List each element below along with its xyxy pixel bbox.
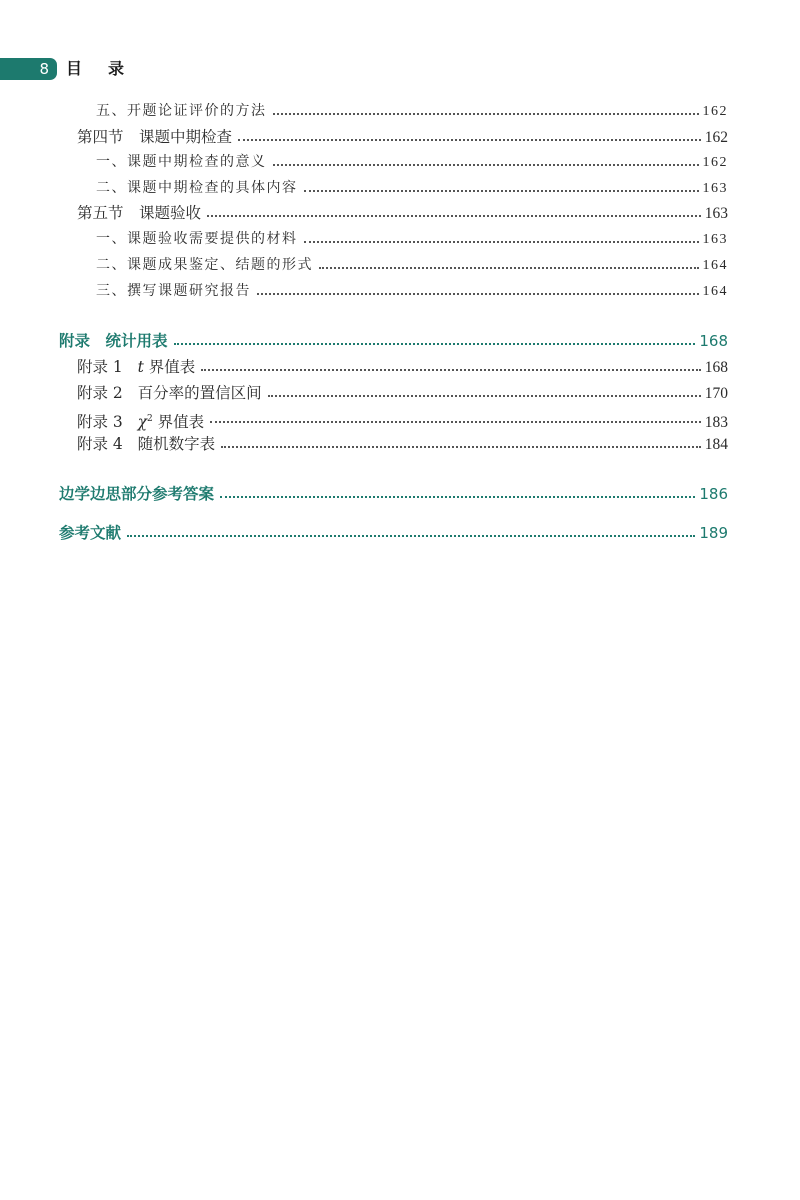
math-superscript: 2 bbox=[146, 414, 153, 424]
dot-leader bbox=[174, 342, 696, 345]
toc-entry-title bbox=[77, 408, 210, 433]
toc-entry-title: 边学边思部分参考答案 bbox=[59, 485, 215, 503]
toc-entry[interactable] bbox=[96, 228, 728, 250]
dot-leader bbox=[257, 292, 699, 295]
dot-leader bbox=[273, 112, 699, 115]
toc-entry-page: 164 bbox=[702, 284, 728, 299]
dot-leader bbox=[220, 495, 695, 498]
toc-entry[interactable] bbox=[96, 254, 728, 276]
toc-entry-title: 二、课题中期检查的具体内容 bbox=[96, 180, 298, 196]
dot-leader bbox=[210, 420, 701, 423]
appendix-title: 界值表 bbox=[148, 358, 196, 376]
toc-entry[interactable] bbox=[96, 151, 728, 173]
toc-entry[interactable] bbox=[77, 382, 728, 404]
toc-entry-page: 186 bbox=[699, 485, 728, 503]
dot-leader bbox=[304, 240, 699, 243]
dot-leader bbox=[221, 445, 701, 448]
dot-leader bbox=[273, 163, 699, 166]
page-number-tab: 8 bbox=[0, 58, 57, 80]
math-variable: χ bbox=[137, 413, 147, 432]
appendix-title: 百分率的置信区间 bbox=[137, 384, 262, 402]
toc-entry[interactable] bbox=[77, 408, 728, 430]
toc-entry[interactable] bbox=[77, 433, 728, 455]
toc-entry-title: 三、撰写课题研究报告 bbox=[96, 283, 251, 299]
toc-entry-title bbox=[77, 356, 201, 378]
toc-entry[interactable] bbox=[96, 100, 728, 122]
dot-leader bbox=[207, 214, 701, 217]
toc-entry-page: 162 bbox=[704, 129, 728, 146]
toc-entry-page: 162 bbox=[702, 155, 728, 170]
toc-entry-title bbox=[77, 382, 268, 404]
toc-entry-page: 162 bbox=[702, 104, 728, 119]
header-title: 目录 bbox=[66, 59, 151, 78]
appendix-label: 附录 2 bbox=[77, 384, 123, 402]
toc-entry-page: 163 bbox=[702, 181, 728, 196]
toc-entry-title: 五、开题论证评价的方法 bbox=[96, 103, 267, 119]
dot-leader bbox=[268, 394, 701, 397]
toc-entry[interactable] bbox=[96, 280, 728, 302]
toc-entry-title: 第四节 课题中期检查 bbox=[77, 128, 233, 146]
toc-entry-page: 163 bbox=[704, 205, 728, 222]
toc-entry[interactable] bbox=[77, 202, 728, 224]
running-header bbox=[0, 58, 300, 82]
toc-chapter-entry[interactable] bbox=[59, 483, 728, 505]
toc-entry-title: 一、课题中期检查的意义 bbox=[96, 154, 267, 170]
toc-entry-title: 附录 统计用表 bbox=[59, 332, 168, 350]
math-variable: t bbox=[137, 358, 144, 376]
appendix-title: 界值表 bbox=[157, 413, 205, 432]
toc-entry-title: 一、课题验收需要提供的材料 bbox=[96, 231, 298, 247]
toc-entry[interactable] bbox=[77, 356, 728, 378]
toc-entry[interactable] bbox=[96, 177, 728, 199]
appendix-title: 随机数字表 bbox=[137, 435, 216, 453]
toc-entry-title: 第五节 课题验收 bbox=[77, 204, 202, 222]
toc-entry-page: 183 bbox=[704, 414, 728, 432]
toc-entry-page: 189 bbox=[699, 524, 728, 542]
toc-entry-page: 170 bbox=[704, 385, 728, 402]
toc-entry-page: 168 bbox=[704, 359, 728, 376]
dot-leader bbox=[319, 266, 699, 269]
appendix-label: 附录 1 bbox=[77, 358, 123, 376]
appendix-label: 附录 4 bbox=[77, 435, 123, 453]
toc-entry-title: 二、课题成果鉴定、结题的形式 bbox=[96, 257, 313, 273]
toc-chapter-entry[interactable] bbox=[59, 522, 728, 544]
dot-leader bbox=[127, 534, 695, 537]
toc-entry-page: 168 bbox=[699, 332, 728, 350]
dot-leader bbox=[304, 189, 699, 192]
toc-entry-title bbox=[77, 433, 221, 455]
toc-entry[interactable] bbox=[77, 126, 728, 148]
dot-leader bbox=[238, 138, 701, 141]
appendix-label: 附录 3 bbox=[77, 413, 123, 432]
dot-leader bbox=[201, 368, 700, 371]
toc-entry-page: 184 bbox=[704, 436, 728, 453]
toc-chapter-entry[interactable] bbox=[59, 330, 728, 352]
toc-entry-page: 164 bbox=[702, 258, 728, 273]
toc-entry-page: 163 bbox=[702, 232, 728, 247]
toc-entry-title: 参考文献 bbox=[59, 524, 122, 542]
